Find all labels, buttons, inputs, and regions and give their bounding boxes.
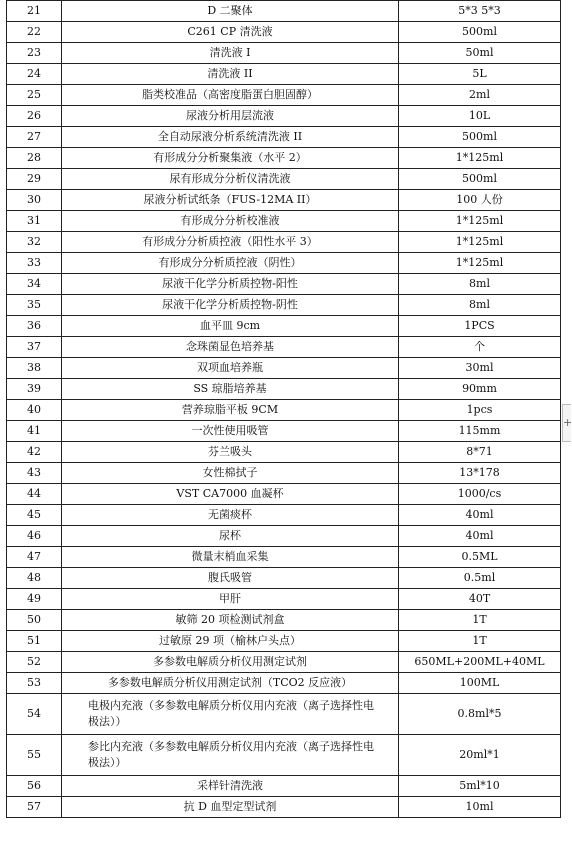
item-spec: 20ml*1 <box>399 735 561 776</box>
table-row <box>7 274 561 295</box>
row-number: 46 <box>7 526 62 547</box>
item-name: 腹氏吸管 <box>62 568 399 589</box>
table-row <box>7 421 561 442</box>
item-name: 参比内充液（多参数电解质分析仪用内充液（离子选择性电极法）） <box>62 735 399 776</box>
item-spec: 650ML+200ML+40ML <box>399 652 561 673</box>
item-spec: 8ml <box>399 295 561 316</box>
item-spec: 13*178 <box>399 463 561 484</box>
item-name: 尿液分析试纸条（FUS-12MA II） <box>62 190 399 211</box>
table-row <box>7 169 561 190</box>
item-name: 采样针清洗液 <box>62 776 399 797</box>
table-row <box>7 232 561 253</box>
row-number: 41 <box>7 421 62 442</box>
item-spec: 1T <box>399 610 561 631</box>
row-number: 43 <box>7 463 62 484</box>
table-row <box>7 589 561 610</box>
table-row <box>7 652 561 673</box>
item-spec: 1pcs <box>399 400 561 421</box>
table-row <box>7 673 561 694</box>
row-number: 31 <box>7 211 62 232</box>
item-spec: 50ml <box>399 43 561 64</box>
row-number: 44 <box>7 484 62 505</box>
item-spec: 500ml <box>399 22 561 43</box>
table-row <box>7 631 561 652</box>
table-row <box>7 337 561 358</box>
item-spec: 500ml <box>399 127 561 148</box>
item-spec: 8*71 <box>399 442 561 463</box>
row-number: 29 <box>7 169 62 190</box>
row-number: 26 <box>7 106 62 127</box>
item-name: 有形成分分析聚集液（水平 2） <box>62 148 399 169</box>
item-name: 尿杯 <box>62 526 399 547</box>
row-number: 54 <box>7 694 62 735</box>
item-spec: 40ml <box>399 526 561 547</box>
table-row <box>7 253 561 274</box>
row-number: 47 <box>7 547 62 568</box>
item-spec: 115mm <box>399 421 561 442</box>
plus-icon: + <box>563 416 572 429</box>
item-name: 念珠菌显色培养基 <box>62 337 399 358</box>
table-row <box>7 694 561 735</box>
item-spec: 1*125ml <box>399 211 561 232</box>
item-name: 尿液干化学分析质控物-阳性 <box>62 274 399 295</box>
table-row <box>7 43 561 64</box>
row-number: 52 <box>7 652 62 673</box>
item-name: C261 CP 清洗液 <box>62 22 399 43</box>
row-number: 50 <box>7 610 62 631</box>
item-name: 尿液干化学分析质控物-阴性 <box>62 295 399 316</box>
item-name: 微量末梢血采集 <box>62 547 399 568</box>
row-number: 57 <box>7 797 62 818</box>
row-number: 27 <box>7 127 62 148</box>
item-spec: 0.5ml <box>399 568 561 589</box>
item-spec: 500ml <box>399 169 561 190</box>
row-number: 53 <box>7 673 62 694</box>
table-row <box>7 735 561 776</box>
table-row <box>7 526 561 547</box>
item-spec: 1000/cs <box>399 484 561 505</box>
item-spec: 5*3 5*3 <box>399 1 561 22</box>
item-spec: 5ml*10 <box>399 776 561 797</box>
row-number: 49 <box>7 589 62 610</box>
row-number: 28 <box>7 148 62 169</box>
table-row <box>7 568 561 589</box>
row-number: 34 <box>7 274 62 295</box>
item-name: 血平皿 9cm <box>62 316 399 337</box>
table-row <box>7 547 561 568</box>
table-row <box>7 463 561 484</box>
table-row <box>7 316 561 337</box>
item-spec: 1*125ml <box>399 253 561 274</box>
row-number: 35 <box>7 295 62 316</box>
item-name: 脂类校准品（高密度脂蛋白胆固醇） <box>62 85 399 106</box>
table-row <box>7 797 561 818</box>
item-name: 清洗液 I <box>62 43 399 64</box>
item-name: 甲肝 <box>62 589 399 610</box>
item-name: 全自动尿液分析系统清洗液 II <box>62 127 399 148</box>
item-name: 过敏原 29 项（榆林户头点） <box>62 631 399 652</box>
item-name: 女性棉拭子 <box>62 463 399 484</box>
item-spec: 100 人份 <box>399 190 561 211</box>
item-name: 营养琼脂平板 9CM <box>62 400 399 421</box>
table-row <box>7 64 561 85</box>
table-row <box>7 85 561 106</box>
item-spec: 0.5ML <box>399 547 561 568</box>
item-spec: 10ml <box>399 797 561 818</box>
row-number: 48 <box>7 568 62 589</box>
table-row <box>7 148 561 169</box>
table-row <box>7 358 561 379</box>
row-number: 45 <box>7 505 62 526</box>
item-name: 抗 D 血型定型试剂 <box>62 797 399 818</box>
item-name: 电极内充液（多参数电解质分析仪用内充液（离子选择性电极法）） <box>62 694 399 735</box>
item-spec: 1*125ml <box>399 232 561 253</box>
item-spec: 40T <box>399 589 561 610</box>
item-spec: 1T <box>399 631 561 652</box>
table-row <box>7 610 561 631</box>
row-number: 32 <box>7 232 62 253</box>
item-name: 无菌痰杯 <box>62 505 399 526</box>
table-row <box>7 106 561 127</box>
item-name: 有形成分分析校准液 <box>62 211 399 232</box>
reagent-table <box>6 0 561 818</box>
row-number: 25 <box>7 85 62 106</box>
item-name: SS 琼脂培养基 <box>62 379 399 400</box>
item-spec: 90mm <box>399 379 561 400</box>
item-spec: 2ml <box>399 85 561 106</box>
item-name: 芬兰吸头 <box>62 442 399 463</box>
item-spec: 40ml <box>399 505 561 526</box>
row-number: 23 <box>7 43 62 64</box>
row-number: 33 <box>7 253 62 274</box>
table-row <box>7 22 561 43</box>
row-number: 37 <box>7 337 62 358</box>
item-spec: 8ml <box>399 274 561 295</box>
table-row <box>7 776 561 797</box>
row-number: 22 <box>7 22 62 43</box>
table-row <box>7 190 561 211</box>
table-row <box>7 379 561 400</box>
item-name: 有形成分分析质控液（阴性） <box>62 253 399 274</box>
row-number: 51 <box>7 631 62 652</box>
row-number: 24 <box>7 64 62 85</box>
item-spec: 1*125ml <box>399 148 561 169</box>
item-name: 尿有形成分分析仪清洗液 <box>62 169 399 190</box>
table-row <box>7 484 561 505</box>
item-spec: 100ML <box>399 673 561 694</box>
item-spec: 0.8ml*5 <box>399 694 561 735</box>
item-name: 敏筛 20 项检测试剂盒 <box>62 610 399 631</box>
item-name: 尿液分析用层流液 <box>62 106 399 127</box>
item-name: VST CA7000 血凝杯 <box>62 484 399 505</box>
table-row <box>7 211 561 232</box>
item-name: 多参数电解质分析仪用测定试剂（TCO2 反应液） <box>62 673 399 694</box>
item-spec: 10L <box>399 106 561 127</box>
item-spec: 30ml <box>399 358 561 379</box>
table-row <box>7 127 561 148</box>
row-number: 38 <box>7 358 62 379</box>
row-number: 36 <box>7 316 62 337</box>
side-expand-tab[interactable] <box>562 404 571 442</box>
item-name: D 二聚体 <box>62 1 399 22</box>
row-number: 40 <box>7 400 62 421</box>
table-row <box>7 400 561 421</box>
table-row <box>7 295 561 316</box>
row-number: 56 <box>7 776 62 797</box>
table-row <box>7 505 561 526</box>
item-name: 一次性使用吸管 <box>62 421 399 442</box>
row-number: 55 <box>7 735 62 776</box>
item-spec: 5L <box>399 64 561 85</box>
item-name: 清洗液 II <box>62 64 399 85</box>
reagent-table-body <box>7 1 561 818</box>
item-name: 多参数电解质分析仪用测定试剂 <box>62 652 399 673</box>
row-number: 21 <box>7 1 62 22</box>
item-spec: 个 <box>399 337 561 358</box>
row-number: 42 <box>7 442 62 463</box>
table-row <box>7 1 561 22</box>
item-name: 有形成分分析质控液（阳性水平 3） <box>62 232 399 253</box>
item-spec: 1PCS <box>399 316 561 337</box>
row-number: 30 <box>7 190 62 211</box>
item-name: 双项血培养瓶 <box>62 358 399 379</box>
row-number: 39 <box>7 379 62 400</box>
table-row <box>7 442 561 463</box>
